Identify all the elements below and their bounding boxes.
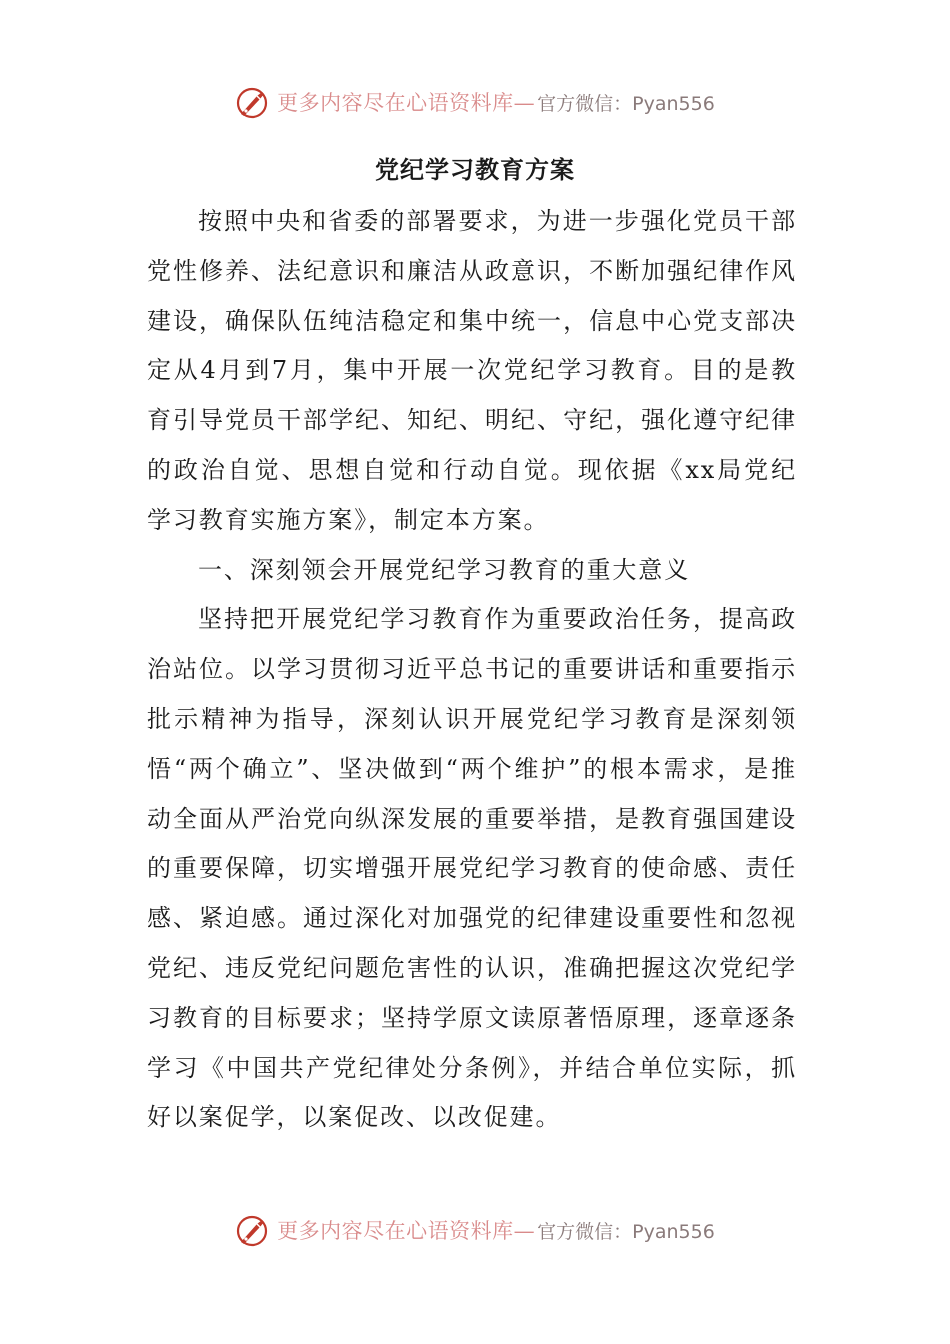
banner-promo-text: 更多内容尽在心语资料库— bbox=[277, 91, 536, 115]
banner-promo-text: 更多内容尽在心语资料库— bbox=[277, 1219, 536, 1243]
footer-banner bbox=[0, 1208, 950, 1252]
document-body bbox=[147, 197, 797, 1143]
document-title: 党纪学习教育方案 bbox=[375, 155, 575, 184]
banner-contact-text: 官方微信：Pyan556 bbox=[537, 92, 715, 115]
section-heading: 一、深刻领会开展党纪学习教育的重大意义 bbox=[198, 555, 691, 584]
intro-paragraph: 按照中央和省委的部署要求，为进一步强化党员干部党性修养、法纪意识和廉洁从政意识，不断加强纪律作风建设，确保队伍纯洁稳定和集中统一，信息中心党支部决定从4月到7月，集中开展一次党纪学习教育。目的是教育引导党员干部学纪、知纪、明纪、守纪，强化遵守纪律的政治自觉、思想自觉和行动自觉。现依据《xx局党纪学习教育实施方案》，制定本方案。 bbox=[147, 207, 797, 534]
banner-contact-text: 官方微信：Pyan556 bbox=[537, 1220, 715, 1243]
header-banner bbox=[0, 80, 950, 124]
body-paragraph: 坚持把开展党纪学习教育作为重要政治任务，提高政治站位。以学习贯彻习近平总书记的重要讲话和重要指示批示精神为指导，深刻认识开展党纪学习教育是深刻领悟“两个确立”、坚决做到“两个维护”的根本需求，是推动全面从严治党向纵深发展的重要举措，是教育强国建设的重要保障，切实增强开展党纪学习教育的使命感、责任感、紧迫感。通过深化对加强党的纪律建设重要性和忽视党纪、违反党纪问题危害性的认识，准确把握这次党纪学习教育的目标要求；坚持学原文读原著悟原理，逐章逐条学习《中国共产党纪律处分条例》，并结合单位实际，抓好以案促学，以案促改、以改促建。 bbox=[147, 605, 797, 1132]
pen-nib-circle-icon bbox=[235, 1212, 271, 1248]
pen-nib-circle-icon bbox=[235, 84, 271, 120]
